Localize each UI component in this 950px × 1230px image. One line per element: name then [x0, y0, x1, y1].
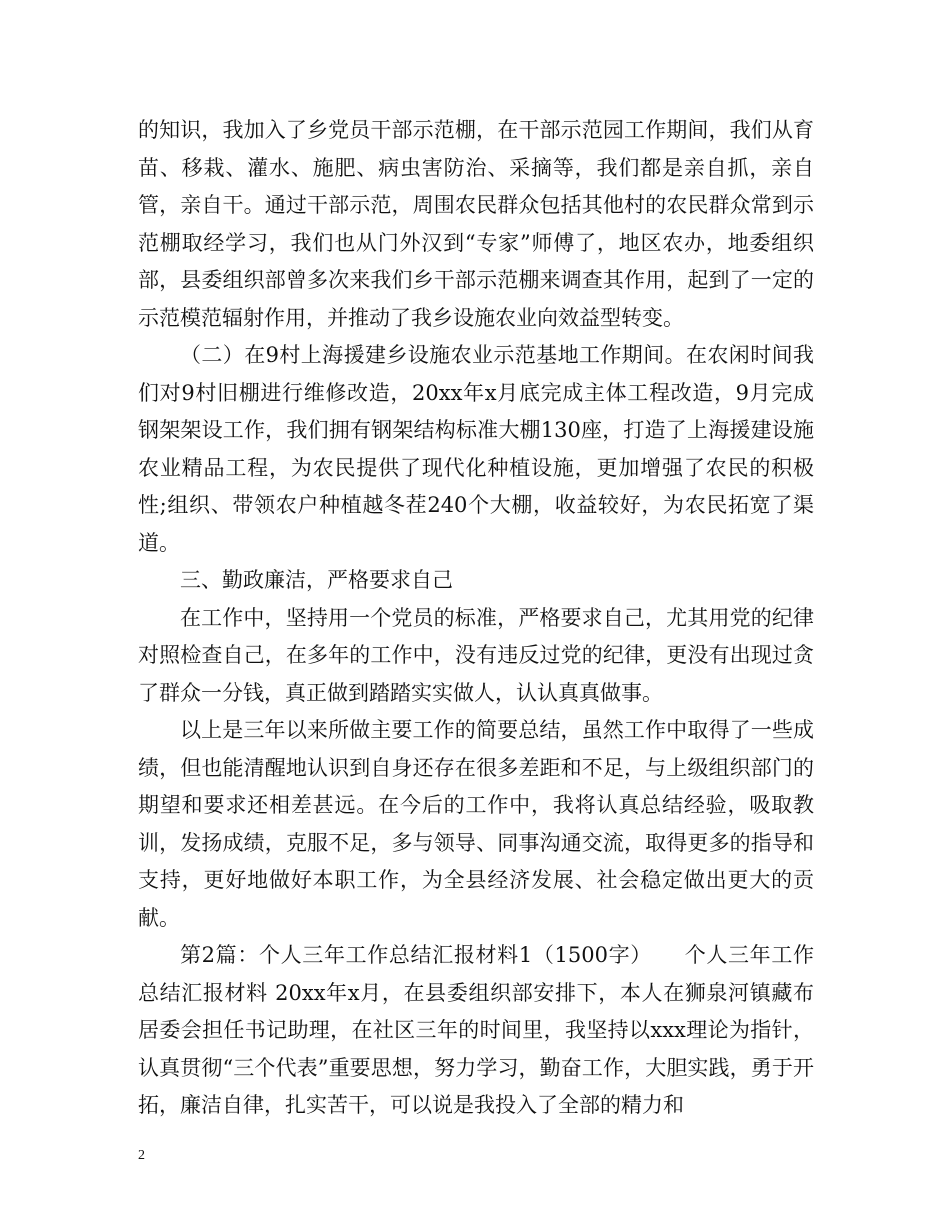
page-number: 2 [138, 1148, 145, 1163]
paragraph-4: 以上是三年以来所做主要工作的简要总结，虽然工作中取得了一些成绩，但也能清醒地认识到自身还存在很多差距和不足，与上级组织部门的期望和要求还相差甚远。在今后的工作中，我将认真总结经验，吸取教训，发扬成绩，克服不足，多与领导、同事沟通交流，取得更多的指导和支持，更好地做好本职工作，为全县经济发展、社会稳定做出更大的贡献。 [138, 718, 814, 930]
paragraph-1: 的知识，我加入了乡党员干部示范棚，在干部示范园工作期间，我们从育苗、移栽、灌水、施肥、病虫害防治、采摘等，我们都是亲自抓，亲自管，亲自干。通过干部示范，周围农民群众包括其他村的农民群众常到示范棚取经学习，我们也从门外汉到“专家”师傅了，地区农办，地委组织部，县委组织部曾多次来我们乡干部示范棚来调查其作用，起到了一定的示范模范辐射作用，并推动了我乡设施农业向效益型转变。 [138, 118, 814, 330]
paragraph-3: 在工作中，坚持用一个党员的标准，严格要求自己，尤其用党的纪律对照检查自己，在多年的工作中，没有违反过党的纪律，更没有出现过贪了群众一分钱，真正做到踏踏实实做人，认认真真做事。 [138, 605, 814, 705]
paragraph-5: 第2篇：个人三年工作总结汇报材料1（1500字） 个人三年工作总结汇报材料 20xx年x月，在县委组织部安排下，本人在狮泉河镇藏布居委会担任书记助理，在社区三年的时间里，我坚持以xxx理论为指针，认真贯彻“三个代表”重要思想，努力学习，勤奋工作，大胆实践，勇于开拓，廉洁自律，扎实苦干，可以说是我投入了全部的精力和 [138, 943, 814, 1117]
paragraph-2: （二）在9村上海援建乡设施农业示范基地工作期间。在农闲时间我们对9村旧棚进行维修改造，20xx年x月底完成主体工程改造，9月完成钢架架设工作，我们拥有钢架结构标准大棚130座，打造了上海援建设施农业精品工程，为农民提供了现代化种植设施，更加增强了农民的积极性;组织、带领农户种植越冬茬240个大棚，收益较好，为农民拓宽了渠道。 [138, 343, 814, 555]
document-body [138, 112, 814, 1125]
section-heading: 三、勤政廉洁，严格要求自己 [180, 568, 453, 592]
